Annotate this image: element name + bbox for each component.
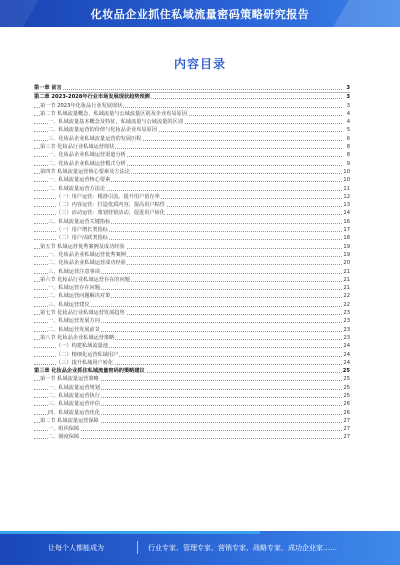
toc-entry-page: 9: [346, 160, 350, 167]
toc-entry-title: 二、私域流量运营方法论: [48, 185, 106, 192]
toc-entry-page: 6: [346, 135, 350, 142]
toc-entry-page: 23: [343, 310, 350, 317]
toc-entry-page: 16: [343, 218, 350, 225]
toc-entry-title: 二、私域流量运营的价值与化妆品企业布局原因: [48, 127, 157, 134]
toc-entry-title: 第五节 私域运营优秀案例及成功经验: [40, 243, 125, 250]
toc-entry-page: 27: [343, 434, 350, 441]
toc-entry[interactable]: [34, 201, 350, 209]
toc-entry-page: 14: [343, 210, 350, 217]
toc-entry-title: 二、私域流量运营执行: [48, 392, 100, 399]
toc-entry-page: 26: [343, 401, 350, 408]
table-of-contents: [34, 84, 350, 442]
toc-entry-title: 三、私域流量运营评估: [48, 401, 100, 408]
toc-entry[interactable]: [34, 160, 350, 168]
toc-entry[interactable]: [34, 433, 350, 441]
toc-entry[interactable]: [34, 209, 350, 217]
toc-entry[interactable]: [34, 176, 350, 184]
toc-entry[interactable]: [34, 309, 350, 317]
footer-stripe: [0, 531, 260, 534]
toc-entry-title: 三、私域流量运营关键指标: [48, 218, 111, 225]
toc-heading: 内容目录: [173, 57, 226, 71]
toc-entry[interactable]: [34, 425, 350, 433]
toc-entry[interactable]: [34, 276, 350, 284]
toc-entry[interactable]: [34, 392, 350, 400]
toc-entry[interactable]: [34, 334, 350, 342]
toc-entry-title: 第二节 私域流量概念，私域流量与公域流量区别及企业布局原因: [40, 110, 187, 117]
toc-entry-title: 二、制度保障: [48, 434, 80, 441]
toc-entry-title: （二）内容运营：打造优质内容，提高用户粘性: [56, 202, 165, 209]
toc-entry[interactable]: [34, 400, 350, 408]
toc-entry-title: 第二节 私域流量运营保障: [40, 417, 99, 424]
toc-entry[interactable]: [34, 367, 350, 375]
toc-entry-page: 23: [343, 318, 350, 325]
toc-entry[interactable]: [34, 151, 350, 159]
toc-entry-title: 二、化妆品企业私域运营成功经验: [48, 260, 126, 267]
toc-entry-title: （一）用户增长类指标: [56, 227, 108, 234]
toc-entry-title: 第六节 化妆品行业私域运营存在的问题: [40, 276, 130, 283]
toc-entry-page: 18: [343, 235, 350, 242]
toc-entry[interactable]: [34, 251, 350, 259]
toc-entry-title: 第二章 2023-2028年行业市场发展现状趋势预测: [34, 94, 150, 101]
toc-entry-page: 4: [346, 119, 350, 126]
toc-entry[interactable]: [34, 226, 350, 234]
toc-entry-title: 一、私域流量运营核心要素: [48, 177, 111, 184]
toc-leader-dots: [34, 89, 342, 90]
toc-entry[interactable]: [34, 326, 350, 334]
toc-entry-page: 10: [343, 177, 350, 184]
toc-entry[interactable]: [34, 243, 350, 251]
toc-entry-page: 8: [346, 152, 350, 159]
toc-entry-page: 17: [343, 227, 350, 234]
toc-entry-page: 20: [343, 260, 350, 267]
toc-entry-page: 21: [343, 276, 350, 283]
toc-entry-page: 21: [343, 285, 350, 292]
toc-entry[interactable]: [34, 359, 350, 367]
toc-entry-page: 25: [343, 384, 350, 391]
toc-entry-title: 一、私域流量基本概念及特征，私域流量与公域流量的区别: [48, 119, 183, 126]
toc-entry[interactable]: [34, 110, 350, 118]
toc-entry-page: 25: [342, 368, 350, 375]
toc-entry-page: 3: [346, 94, 350, 101]
toc-entry-page: 24: [343, 343, 350, 350]
toc-entry-page: 13: [343, 202, 350, 209]
toc-entry-page: 27: [343, 417, 350, 424]
toc-entry-title: 三、化妆品企业私域流量运营的发展历程: [48, 135, 142, 142]
toc-entry[interactable]: [34, 185, 350, 193]
footer-slogan-left: 让每个人都能成为: [48, 544, 104, 552]
toc-entry[interactable]: [34, 218, 350, 226]
toc-entry-title: 一、组织保障: [48, 426, 80, 433]
toc-entry-title: 第一节 2023年化妆品行业发展现状: [40, 102, 123, 109]
toc-entry-title: 第三节 化妆品行业私域运营现状: [40, 144, 115, 151]
footer-divider: [137, 541, 138, 554]
toc-entry-title: （二）用户活跃类指标: [56, 235, 108, 242]
toc-entry[interactable]: [34, 93, 350, 101]
toc-entry-page: 22: [343, 301, 350, 308]
toc-entry[interactable]: [34, 409, 350, 417]
toc-entry[interactable]: [34, 301, 350, 309]
toc-entry[interactable]: [34, 126, 350, 134]
toc-entry-title: 三、私域运营注意事项: [48, 268, 100, 275]
toc-entry[interactable]: [34, 292, 350, 300]
toc-entry-title: （三）活动运营：策划营销活动，促进用户转化: [56, 210, 165, 217]
toc-entry-page: 3: [346, 85, 350, 91]
toc-entry[interactable]: [34, 417, 350, 425]
toc-leader-dots: [34, 438, 342, 439]
toc-entry-title: （一）构建私域流量池: [56, 343, 108, 350]
toc-entry-title: 一、化妆品企业私域运营优秀案例: [48, 251, 126, 258]
toc-entry-title: 一、化妆品企业私域运营渠道分析: [48, 152, 126, 159]
toc-entry-title: 三、私域运营建议: [48, 301, 90, 308]
page-footer: [0, 531, 400, 565]
toc-entry-title: 二、化妆品企业私域运营模式分析: [48, 160, 126, 167]
toc-entry-title: 第八节 化妆品企业私域运营策略: [40, 334, 115, 341]
toc-entry-page: 5: [346, 127, 350, 134]
toc-entry[interactable]: [34, 351, 350, 359]
toc-entry[interactable]: [34, 342, 350, 350]
toc-entry-page: 24: [343, 359, 350, 366]
toc-entry[interactable]: [34, 193, 350, 201]
toc-entry-title: 第三章 化妆品企业抓住私域流量密码的策略建议: [34, 368, 145, 375]
toc-entry[interactable]: [34, 259, 350, 267]
toc-leader-dots: [34, 430, 342, 431]
toc-entry-page: 26: [343, 409, 350, 416]
toc-entry[interactable]: [34, 84, 350, 93]
toc-entry-page: 23: [343, 326, 350, 333]
toc-entry-page: 4: [346, 110, 350, 117]
toc-entry[interactable]: [34, 284, 350, 292]
toc-entry[interactable]: [34, 234, 350, 242]
toc-entry-page: 3: [346, 102, 350, 109]
toc-entry-title: 二、私域运营发展前景: [48, 326, 100, 333]
toc-entry[interactable]: [34, 317, 350, 325]
toc-entry[interactable]: [34, 375, 350, 383]
footer-slogan-right: 行业专家、管理专家、营销专家、战略专家、成功企业家……: [148, 544, 337, 552]
toc-entry-title: （三）提升私域用户转化: [56, 359, 114, 366]
toc-entry-page: 11: [343, 185, 350, 192]
toc-entry-page: 22: [343, 293, 350, 300]
toc-entry-title: 第一章 前言: [34, 85, 62, 91]
toc-entry[interactable]: [34, 168, 350, 176]
toc-entry-page: 27: [343, 426, 350, 433]
toc-entry-page: 25: [343, 392, 350, 399]
toc-entry-page: 21: [343, 268, 350, 275]
toc-entry-title: 二、私域运营问题解决对策: [48, 293, 111, 300]
toc-entry[interactable]: [34, 102, 350, 110]
toc-entry-title: （二）精细化运营私域用户: [56, 351, 119, 358]
toc-entry-title: 第七节 化妆品行业私域运营发展趋势: [40, 310, 125, 317]
toc-entry-title: 第一节 私域流量运营策略: [40, 376, 99, 383]
toc-entry-page: 23: [343, 334, 350, 341]
toc-entry[interactable]: [34, 118, 350, 126]
toc-entry-title: 一、私域流量运营规划: [48, 384, 100, 391]
toc-entry-page: 19: [343, 251, 350, 258]
toc-entry-page: 19: [343, 243, 350, 250]
toc-entry-title: （一）用户运营：精准引流，提升用户留存率: [56, 193, 160, 200]
toc-entry-page: 24: [343, 351, 350, 358]
toc-entry[interactable]: [34, 143, 350, 151]
toc-entry-page: 12: [343, 193, 350, 200]
page-header: [0, 0, 400, 27]
toc-entry-title: 一、私域运营存在问题: [48, 285, 100, 292]
toc-entry[interactable]: [34, 268, 350, 276]
toc-entry-page: 25: [343, 376, 350, 383]
toc-entry-page: 10: [343, 168, 350, 175]
toc-entry-title: 四、私域流量运营优化: [48, 409, 100, 416]
toc-entry-title: 第四节 私域流量运营核心要素及方法论: [40, 168, 130, 175]
toc-entry[interactable]: [34, 384, 350, 392]
report-title: 化妆品企业抓住私域流量密码策略研究报告: [90, 8, 310, 21]
toc-entry[interactable]: [34, 135, 350, 143]
toc-entry-title: 一、私域运营发展方向: [48, 318, 100, 325]
toc-entry-page: 8: [346, 144, 350, 151]
